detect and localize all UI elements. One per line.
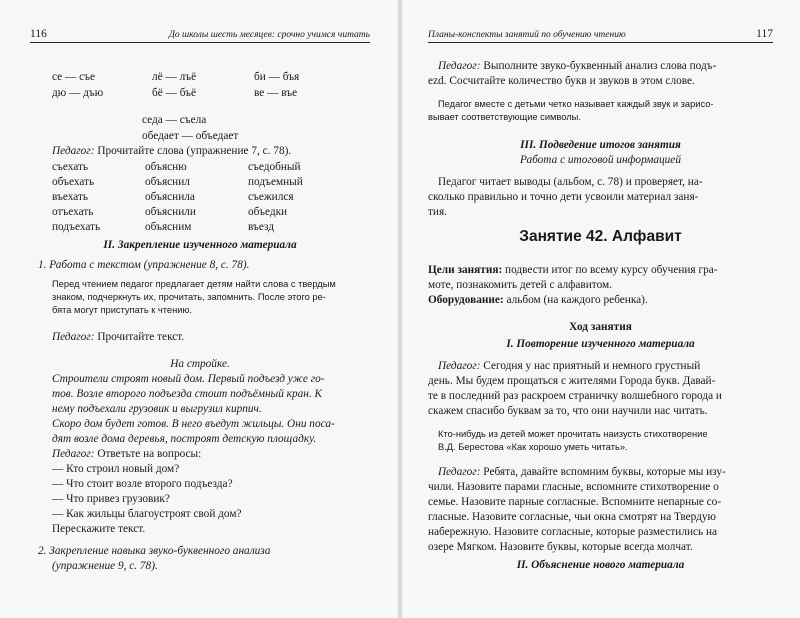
speech1-text: Сегодня у нас приятный и немного грустный bbox=[480, 360, 701, 372]
left-running-head: До школы шесть месяцев: срочно учимся читать bbox=[168, 30, 370, 40]
section-heading: II. Закрепление изученного материала bbox=[103, 239, 297, 251]
item2-line: (упражнение 9, с. 78). bbox=[52, 560, 158, 572]
question-item: — Что привез грузовик? bbox=[52, 493, 170, 505]
word-col3-item: съежился bbox=[248, 191, 294, 203]
item1-label: 1. Работа с текстом (упражнение 8, с. 78). bbox=[38, 259, 250, 271]
item2-line: 2. Закрепление навыка звуко-буквенного анализа bbox=[38, 545, 271, 557]
word-col3-item: съедобный bbox=[248, 161, 301, 173]
poem-note-line: В.Д. Берестова «Как хорошо уметь читать». bbox=[438, 442, 628, 452]
story-line: дят возле дома деревья, построят детскую площадку. bbox=[52, 433, 317, 445]
word-col1-item: объехать bbox=[52, 176, 95, 188]
intro-text: Выполните звуко-буквенный анализ слова подъ- bbox=[483, 60, 717, 72]
teacher-label: Педагог: bbox=[438, 60, 481, 72]
speech1-line: день. Мы будем прощаться с жителями Города букв. Давай- bbox=[428, 375, 716, 387]
teacher-label: Педагог: bbox=[438, 360, 481, 372]
lesson-goals bbox=[428, 263, 718, 278]
section1-heading: I. Повторение изученного материала bbox=[506, 338, 695, 350]
story-line: нему подъехали грузовик и выгрузил кирпич. bbox=[52, 403, 262, 415]
retell-instruction: Перескажите текст. bbox=[52, 523, 146, 535]
word-col2-item: объясним bbox=[145, 221, 192, 233]
speech2-line: озере Мягком. Назовите буквы, которые всегда молчат. bbox=[428, 541, 693, 553]
lesson-title: Занятие 42. Алфавит bbox=[519, 228, 682, 245]
syllable-cell: лё — лъё bbox=[152, 71, 197, 83]
word-col2-item: объяснили bbox=[145, 206, 196, 218]
syllable-cell: би — бъя bbox=[254, 71, 300, 83]
goals-label: Цели занятия: bbox=[428, 264, 503, 276]
teacher-label: Педагог: bbox=[52, 448, 95, 460]
question-item: — Как жильцы благоустроят свой дом? bbox=[52, 508, 242, 520]
syllable-cell: се — съе bbox=[52, 71, 95, 83]
goals-line: моте, познакомить детей с алфавитом. bbox=[428, 279, 612, 291]
poem-note-line: Кто-нибудь из детей может прочитать наизусть стихотворение bbox=[438, 429, 708, 439]
story-line: Скоро дом будет готов. В него въедут жильцы. Они поса- bbox=[52, 418, 335, 430]
story-line: Строители строят новый дом. Первый подъезд уже го- bbox=[52, 373, 325, 385]
instruction-line: знаком, подчеркнуть их, прочитать, запомнить. После этого ре- bbox=[52, 292, 326, 302]
left-page-header bbox=[30, 28, 370, 43]
question-item: — Что стоит возле второго подъезда? bbox=[52, 478, 233, 490]
teacher-label: Педагог: bbox=[52, 331, 95, 343]
summary-line: сколько правильно и точно дети усвоили материал заня- bbox=[428, 191, 699, 203]
speech1-line bbox=[438, 359, 700, 374]
question-item: — Кто строил новый дом? bbox=[52, 463, 180, 475]
word-col2-item: объяснил bbox=[145, 176, 190, 188]
word-pair: седа — съела bbox=[142, 114, 207, 126]
syllable-cell: бё — бъё bbox=[152, 87, 197, 99]
word-col1-item: отъехать bbox=[52, 206, 94, 218]
word-col2-item: объяснила bbox=[145, 191, 195, 203]
questions-prompt bbox=[52, 447, 201, 462]
goals-text: подвести итог по всему курсу обучения гра- bbox=[502, 264, 718, 276]
word-col3-item: подъемный bbox=[248, 176, 303, 188]
word-col2-item: объясню bbox=[145, 161, 187, 173]
course-heading: Ход занятия bbox=[569, 321, 632, 333]
right-page-number: 117 bbox=[756, 28, 773, 40]
task-prompt bbox=[52, 144, 291, 159]
note-line: вывает соответствующие символы. bbox=[428, 112, 581, 122]
left-page bbox=[0, 0, 398, 618]
intro-line: ezd. Сосчитайте количество букв и звуков в этом слове. bbox=[428, 75, 695, 87]
instruction-line: бята могут приступать к чтению. bbox=[52, 305, 192, 315]
note-line: Педагог вместе с детьми четко называет каждый звук и зарисо- bbox=[438, 99, 714, 109]
speech2-line: набережную. Назовите согласные, которые разместились на bbox=[428, 526, 718, 538]
lesson-equipment bbox=[428, 293, 648, 308]
word-col3-item: въезд bbox=[248, 221, 275, 233]
teacher-label: Педагог: bbox=[438, 466, 481, 478]
section3-subheading: Работа с итоговой информацией bbox=[520, 154, 681, 166]
speech1-line: скажем спасибо буквам за то, что они научили нас читать. bbox=[428, 405, 708, 417]
syllable-cell: ве — въе bbox=[254, 87, 298, 99]
intro-line bbox=[438, 59, 716, 74]
teacher-label: Педагог: bbox=[52, 145, 95, 157]
task-prompt-text: Прочитайте слова (упражнение 7, с. 78). bbox=[97, 145, 292, 157]
word-col1-item: подъехать bbox=[52, 221, 101, 233]
speech2-line: чили. Назовите парами гласные, вспомните стихотворение о bbox=[428, 481, 719, 493]
speech2-line: семье. Назовите парные согласные. Вспомните непарные со- bbox=[428, 496, 722, 508]
right-page bbox=[402, 0, 800, 618]
equipment-text: альбом (на каждого ребенка). bbox=[503, 294, 648, 306]
speech2-line: гласные. Назовите согласные, чьи окна смотрят на Твердую bbox=[428, 511, 716, 523]
word-pair: обедает — объедает bbox=[142, 130, 239, 142]
left-page-number: 116 bbox=[30, 28, 47, 40]
speech2-line bbox=[438, 465, 726, 480]
read-prompt-text: Прочитайте текст. bbox=[97, 331, 185, 343]
read-prompt bbox=[52, 330, 184, 345]
summary-line: тия. bbox=[428, 206, 448, 218]
section2-heading: II. Объяснение нового материала bbox=[516, 559, 685, 571]
right-running-head: Планы-конспекты занятий по обучению чтению bbox=[428, 30, 626, 40]
story-title: На стройке. bbox=[170, 358, 230, 370]
word-col1-item: съехать bbox=[52, 161, 89, 173]
questions-intro: Ответьте на вопросы: bbox=[97, 448, 202, 460]
equipment-label: Оборудование: bbox=[428, 294, 504, 306]
instruction-line: Перед чтением педагог предлагает детям найти слова с твердым bbox=[52, 279, 336, 289]
word-col3-item: объедки bbox=[248, 206, 288, 218]
section3-heading: III. Подведение итогов занятия bbox=[520, 139, 681, 151]
word-col1-item: въехать bbox=[52, 191, 89, 203]
story-line: тов. Возле второго подъезда стоит подъёмный кран. К bbox=[52, 388, 323, 400]
syllable-cell: дю — дъю bbox=[52, 87, 104, 99]
right-page-header bbox=[428, 28, 773, 43]
speech1-line: те в последний раз раскроем страничку волшебного города и bbox=[428, 390, 722, 402]
summary-line: Педагог читает выводы (альбом, с. 78) и проверяет, на- bbox=[438, 176, 703, 188]
speech2-text: Ребята, давайте вспомним буквы, которые мы изу- bbox=[480, 466, 726, 478]
